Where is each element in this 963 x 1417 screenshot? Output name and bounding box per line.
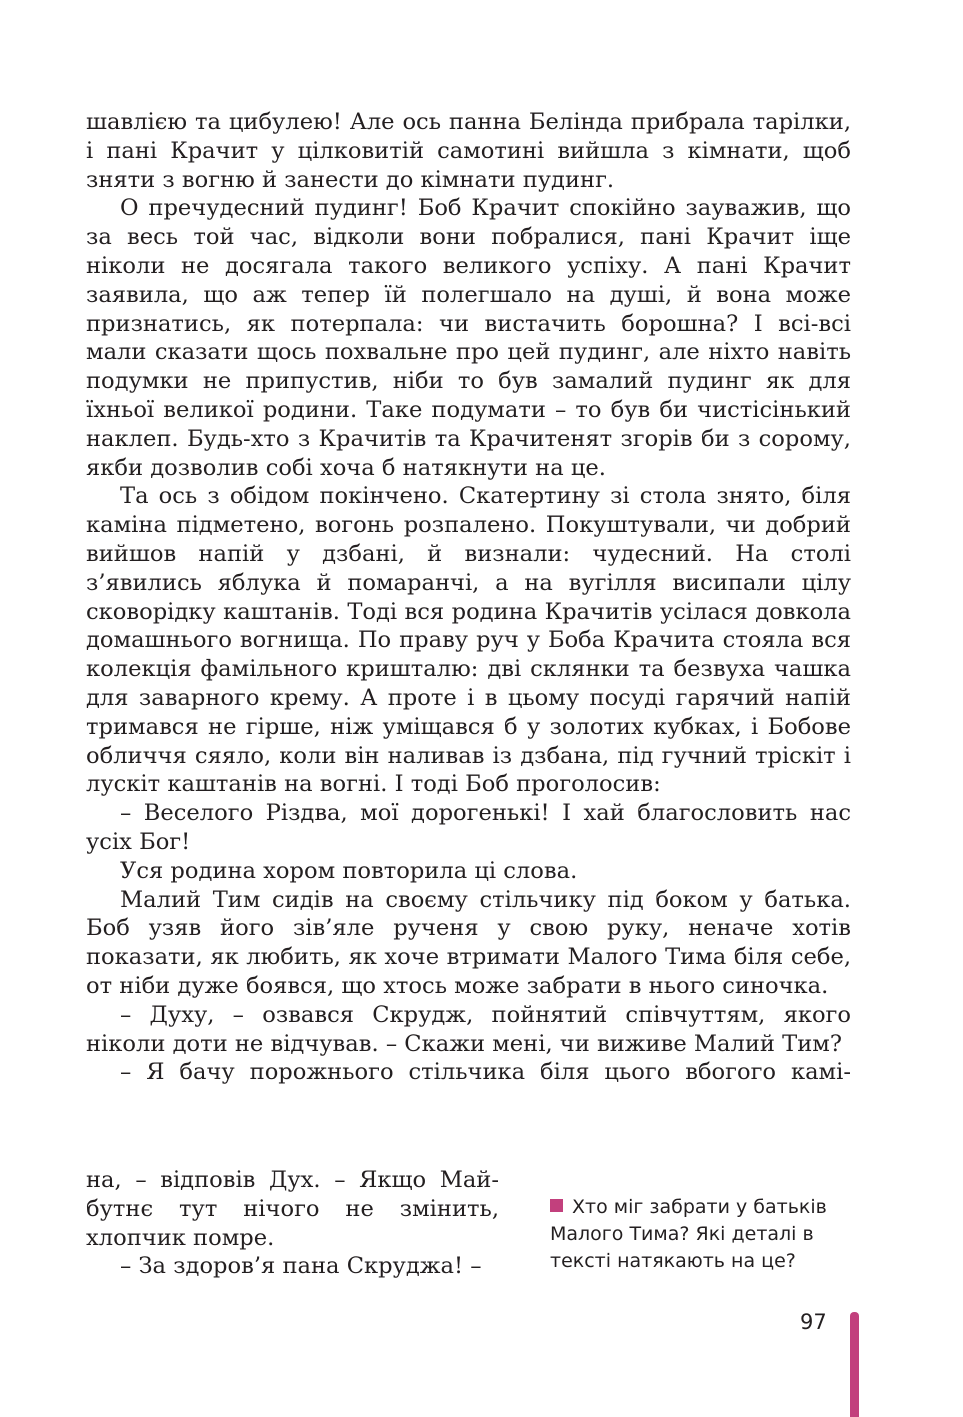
question-text: Хто міг забрати у батьків Малого Тима? Які деталі в тексті натякають на це? — [550, 1196, 827, 1272]
paragraph: Уся родина хором повторила ці слова. — [120, 857, 578, 884]
wrapped-text — [86, 1166, 499, 1281]
paragraph: – Я бачу порожнього стільчика біля цього вбогого камі- — [120, 1059, 851, 1086]
paragraph: шавлією та цибулею! Але ось панна Белінда прибрала тарілки, і пані Крачит у цілковитій самотині вийшла з кімнати, щоб зняти з вогню й занести до кімнати пудинг. — [86, 109, 851, 193]
paragraph: О пречудесний пудинг! Боб Крачит спокійно зауважив, що за весь той час, відколи вони побралися, пані Крачит іще ніколи не досягала такого великого успіху. А пані Крачит заявила, що аж тепер їй полегшало на душі, й вона може признатись, як потерпала: чи вистачить борошна? І всі-всі мали сказати щось похвальне про цей пудинг, але ніхто навіть подумки не припустив, ніби то був замалий пудинг як для їхньої великої родини. Таке подумати – то був би чистісінький наклеп. Будь-хто з Крачитів та Крачитенят згорів би з сорому, якби дозволив собі хоча б натякнути на це. — [86, 195, 851, 481]
main-text — [86, 108, 851, 1087]
paragraph: Та ось з обідом покінчено. Скатертину зі стола знято, біля каміна підметено, вогонь розпалено. Покуштували, чи добрий вийшов напій у дзбані, й визнали: чудесний. На столі з’явились яблука й помаранчі, а на вугілля висипали цілу сковорідку каштанів. Тоді вся родина Крачитів усілася довкола домашнього вогнища. По праву руч у Боба Крачита стояла вся колекція фамільного кришталю: дві склянки та безвуха чашка для заварного крему. А проте і в цьому посуді гарячий напій тримався не гірше, ніж уміщався б у золотих кубках, і Бобове обличчя сяяло, коли він наливав із дзбана, під гучний тріскіт і лускіт каштанів на вогні. І тоді Боб проголосив: — [86, 483, 851, 798]
square-bullet-icon — [550, 1199, 563, 1212]
sidebar-question — [550, 1194, 855, 1275]
wrap-line: на, – відповів Дух. – Якщо Май- — [86, 1167, 499, 1193]
page-number: 97 — [800, 1310, 827, 1334]
paragraph: Малий Тим сидів на своєму стільчику під боком у батька. Боб узяв його зів’яле рученя у свою руку, неначе хотів показати, як любить, як хоче втримати Малого Тима біля себе, от ніби дуже боявся, що хтось може забрати в нього синочка. — [86, 886, 851, 999]
paragraph: – Духу, – озвався Скрудж, пойнятий співчуттям, якого ніколи доти не відчував. – Скажи мені, чи виживе Малий Тим? — [86, 1001, 851, 1057]
page-edge-bar — [850, 1312, 859, 1417]
paragraph: – Веселого Різдва, мої дорогенькі! І хай благословить нас усіх Бог! — [86, 800, 851, 855]
wrap-line: бутнє тут нічого не змінить, хлопчик помре. — [86, 1195, 499, 1251]
wrap-line: – За здоров’я пана Скруджа! – — [120, 1253, 482, 1280]
